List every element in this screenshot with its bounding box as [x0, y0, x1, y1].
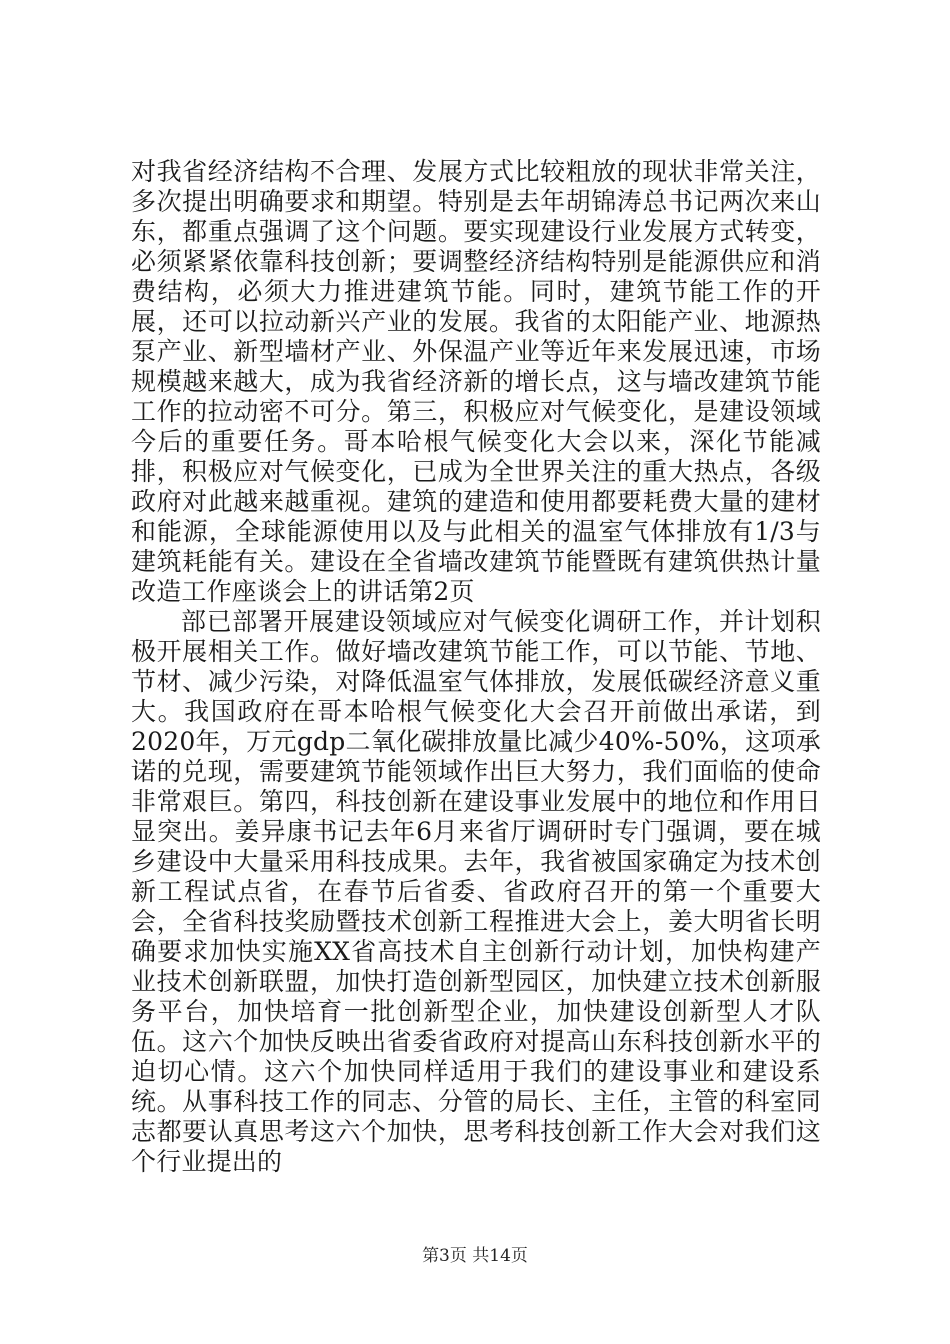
page-footer: 第3页 共14页	[422, 1246, 528, 1266]
paragraph-2: 部已部署开展建设领域应对气候变化调研工作，并计划积极开展相关工作。做好墙改建筑节能工作，可以节能、节地、节材、减少污染，对降低温室气体排放，发展低碳经济意义重大。我国政府在哥本哈根气候变化大会召开前做出承诺，到2020年，万元gdp二氧化碳排放量比减少40%-50%，这项承诺的兑现，需要建筑节能领域作出巨大努力，我们面临的使命非常艰巨。第四，科技创新在建设事业发展中的地位和作用日显突出。姜异康书记去年6月来省厅调研时专门强调，要在城乡建设中大量采用科技成果。去年，我省被国家确定为技术创新工程试点省，在春节后省委、省政府召开的第一个重要大会，全省科技奖励暨技术创新工程推进大会上，姜大明省长明确要求加快实施XX省高技术自主创新行动计划，加快构建产业技术创新联盟，加快打造创新型园区，加快建立技术创新服务平台，加快培育一批创新型企业，加快建设创新型人才队伍。这六个加快反映出省委省政府对提高山东科技创新水平的迫切心情。这六个加快同样适用于我们的建设事业和建设系统。从事科技工作的同志、分管的局长、主任，主管的科室同志都要认真思考这六个加快，思考科技创新工作大会对我们这个行业提出的	[131, 607, 821, 1176]
paragraph-1: 对我省经济结构不合理、发展方式比较粗放的现状非常关注，多次提出明确要求和期望。特别是去年胡锦涛总书记两次来山东，都重点强调了这个问题。要实现建设行业发展方式转变，必须紧紧依靠科技创新；要调整经济结构特别是能源供应和消费结构，必须大力推进建筑节能。同时，建筑节能工作的开展，还可以拉动新兴产业的发展。我省的太阳能产业、地源热泵产业、新型墙材产业、外保温产业等近年来发展迅速，市场规模越来越大，成为我省经济新的增长点，这与墙改建筑节能工作的拉动密不可分。第三，积极应对气候变化，是建设领域今后的重要任务。哥本哈根气候变化大会以来，深化节能减排，积极应对气候变化，已成为全世界关注的重大热点，各级政府对此越来越重视。建筑的建造和使用都要耗费大量的建材和能源，全球能源使用以及与此相关的温室气体排放有1/3与建筑耗能有关。建设在全省墙改建筑节能暨既有建筑供热计量改造工作座谈会上的讲话第2页	[131, 157, 821, 606]
document-body	[131, 157, 821, 1177]
